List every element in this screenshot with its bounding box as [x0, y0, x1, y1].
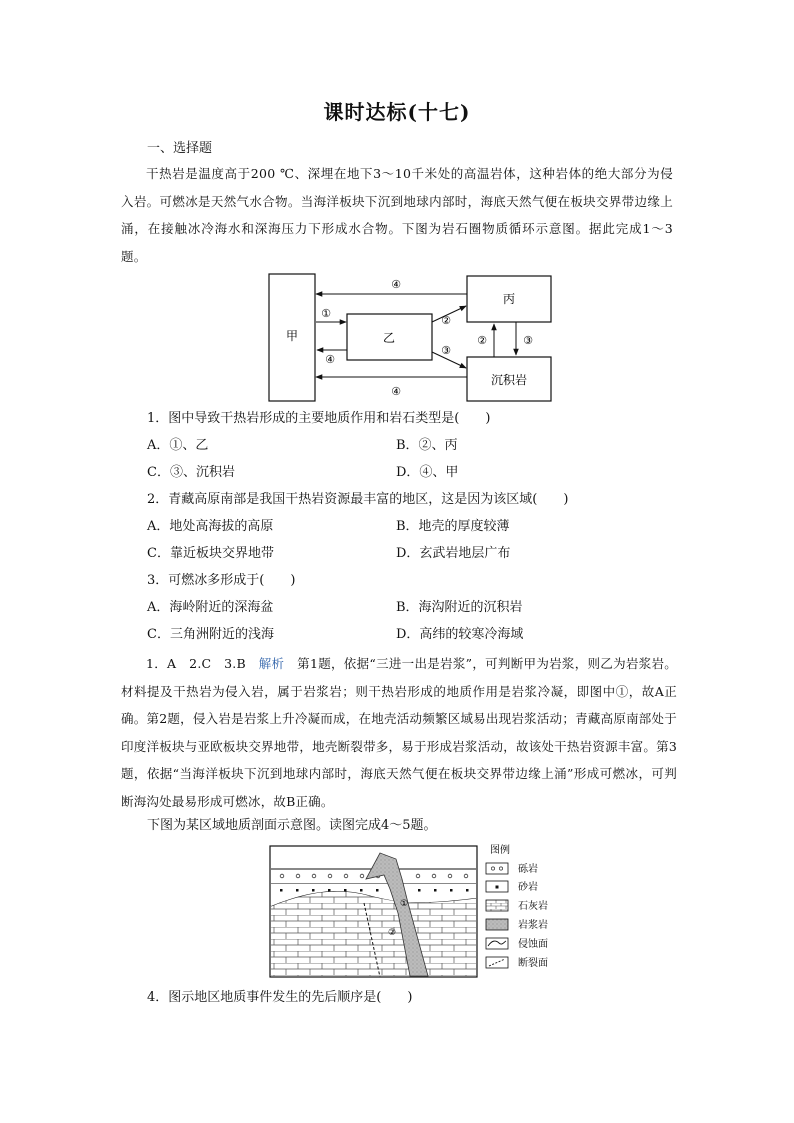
question-1-option-b: B．②、丙 — [396, 438, 458, 453]
question-3-option-d: D．高纬的较寒冷海域 — [396, 627, 524, 642]
box-bing: 丙 — [502, 292, 516, 306]
arrow-label: ④ — [391, 385, 401, 398]
intro-paragraph-1: 干热岩是温度高于200 ℃、深埋在地下3～10千米处的高温岩体，这种岩体的绝大部分为侵入岩。可燃冰是天然气水合物。当海洋板块下沉到地球内部时，海底天然气便在板块交界带边缘上涌，在接触冰冷海水和深海压力下形成水合物。下图为岩石圈物质循环示意图。据此完成1～3题。 — [121, 166, 673, 264]
arrow-label: ④ — [325, 353, 335, 366]
legend-label: 侵蚀面 — [518, 939, 548, 950]
rock-cycle-diagram — [268, 272, 552, 404]
legend-label: 石灰岩 — [518, 901, 548, 912]
intro-paragraph-2: 下图为某区域地质剖面示意图。读图完成4～5题。 — [147, 818, 437, 833]
arrow-label: ③ — [441, 344, 451, 357]
legend-label: 砾岩 — [518, 864, 538, 875]
answer-explanation — [121, 650, 677, 815]
question-3-option-c: C．三角洲附近的浅海 — [147, 627, 274, 642]
legend-label: 断裂面 — [518, 958, 548, 969]
question-1-option-d: D．④、甲 — [396, 465, 459, 480]
arrow-label: ② — [477, 334, 487, 347]
question-3-option-a: A．海岭附近的深海盆 — [147, 600, 274, 615]
box-sedimentary: 沉积岩 — [490, 373, 528, 387]
question-2-option-d: D．玄武岩地层广布 — [396, 546, 511, 561]
legend-title: 图例 — [490, 845, 510, 856]
arrow-label: ④ — [391, 278, 401, 291]
arrow-label: ② — [441, 314, 451, 327]
page-title: 课时达标(十七) — [323, 100, 471, 124]
section-heading: 一、选择题 — [147, 141, 213, 156]
question-2-option-c: C．靠近板块交界地带 — [147, 546, 274, 561]
question-4-stem: 4．图示地区地质事件发生的先后顺序是( ) — [147, 990, 413, 1005]
answer-keys: 1．A 2.C 3.B — [146, 656, 259, 671]
explanation-body: 第1题，依据“三进一出是岩浆”，可判断甲为岩浆，则乙为岩浆岩。材料提及干热岩为侵入岩，属于岩浆岩；则干热岩形成的地质作用是岩浆冷凝，即图中①，故A正确。第2题，侵入岩是岩浆上升冷凝而成，在地壳活动频繁区域易出现岩浆活动；青藏高原南部处于印度洋板块与亚欧板块交界地带，地壳断裂带多，易于形成岩浆活动，故该处干热岩资源丰富。第3题，依据“当海洋板块下沉到地球内部时，海底天然气便在板块交界带边缘上涌”形成可燃冰，可判断海沟处最易形成可燃冰，故B正确。 — [121, 656, 677, 809]
question-1-option-c: C．③、沉积岩 — [147, 465, 235, 480]
section-mark: ② — [387, 928, 397, 938]
section-mark: ① — [399, 899, 409, 909]
question-3-option-b: B．海沟附近的沉积岩 — [396, 600, 523, 615]
explanation-label: 解析 — [258, 656, 285, 671]
question-1-option-a: A．①、乙 — [147, 438, 209, 453]
question-2-option-a: A．地处高海拔的高原 — [147, 519, 274, 534]
question-1-stem: 1．图中导致干热岩形成的主要地质作用和岩石类型是( ) — [147, 411, 491, 426]
question-3-stem: 3．可燃冰多形成于( ) — [147, 573, 296, 588]
legend-label: 砂岩 — [518, 882, 538, 893]
geologic-section-diagram — [268, 843, 558, 981]
arrow-label: ③ — [523, 334, 533, 347]
question-2-option-b: B．地壳的厚度较薄 — [396, 519, 510, 534]
box-jia: 甲 — [285, 329, 299, 343]
legend-label: 岩浆岩 — [518, 920, 548, 931]
question-2-stem: 2．青藏高原南部是我国干热岩资源最丰富的地区，这是因为该区域( ) — [147, 492, 569, 507]
arrow-label: ① — [321, 307, 331, 320]
box-yi: 乙 — [382, 331, 396, 345]
